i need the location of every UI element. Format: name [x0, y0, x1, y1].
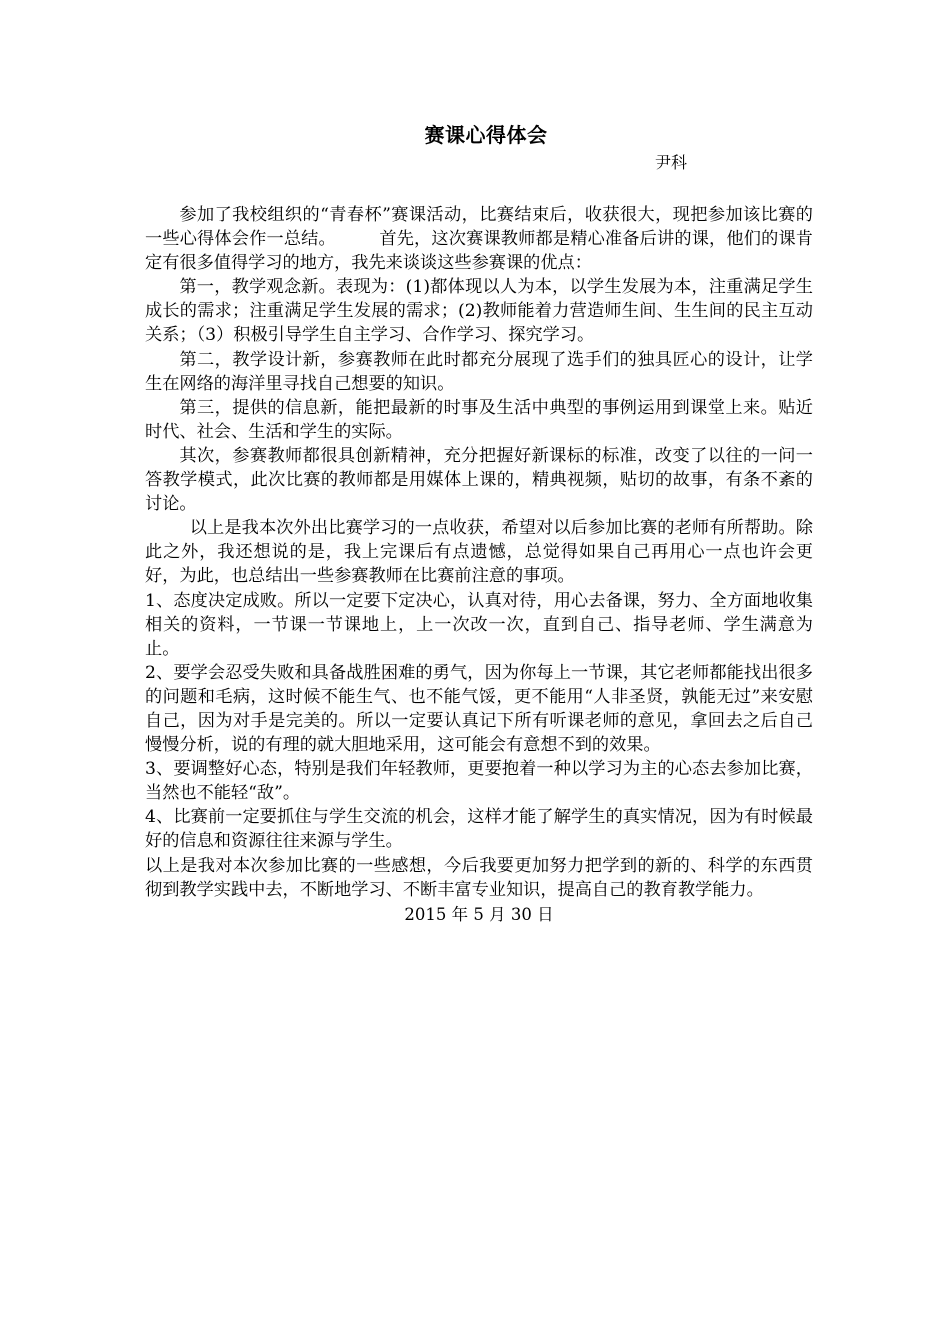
list-item-3: 3、要调整好心态，特别是我们年轻教师，更要抱着一种以学习为主的心态去参加比赛，当然也不能轻“敌”。: [145, 759, 813, 804]
paragraph-conclusion: 以上是我对本次参加比赛的一些感想，今后我要更加努力把学到的新的、科学的东西贯彻到教学实践中去，不断地学习、不断丰富专业知识，提高自己的教育教学能力。: [145, 855, 813, 900]
list-item-2: 2、要学会忍受失败和具备战胜困难的勇气，因为你每上一节课，其它老师都能找出很多的问题和毛病，这时候不能生气、也不能气馁，更不能用“人非圣贤，孰能无过”来安慰自己，因为对手是完美的。所以一定要认真记下所有听课老师的意见，拿回去之后自己慢慢分析，说的有理的就大胆地采用，这可能会有意想不到的效果。: [145, 662, 813, 756]
document-author: 尹科: [654, 153, 687, 172]
list-item-1: 1、态度决定成败。所以一定要下定决心，认真对待，用心去备课，努力、全方面地收集相关的资料，一节课一节课地上，上一次改一次，直到自己、指导老师、学生满意为止。: [145, 590, 813, 659]
paragraph-point-2: 第二，教学设计新，参赛教师在此时都充分展现了选手们的独具匠心的设计，让学生在网络的海洋里寻找自己想要的知识。: [145, 349, 813, 394]
paragraph-summary: 以上是我本次外出比赛学习的一点收获，希望对以后参加比赛的老师有所帮助。除此之外，我还想说的是，我上完课后有点遗憾，总觉得如果自己再用心一点也许会更好，为此，也总结出一些参赛教师在比赛前注意的事项。: [145, 518, 813, 587]
document-title: 赛课心得体会: [424, 123, 548, 147]
list-item-4: 4、比赛前一定要抓住与学生交流的机会，这样才能了解学生的真实情况，因为有时候最好的信息和资源往往来源与学生。: [145, 807, 813, 852]
paragraph-point-1: 第一，教学观念新。表现为：(1)都体现以人为本，以学生发展为本，注重满足学生成长的需求；注重满足学生发展的需求；(2)教师能着力营造师生间、生生间的民主互动关系；（3）积极引导学生自主学习、合作学习、探究学习。: [145, 277, 813, 346]
document-body: [145, 203, 813, 902]
document-page: [145, 118, 813, 928]
paragraph-point-3: 第三，提供的信息新，能把最新的时事及生活中典型的事例运用到课堂上来。贴近时代、社会、生活和学生的实际。: [145, 397, 813, 442]
document-date: 2015 年 5 月 30 日: [404, 904, 554, 924]
paragraph-intro: 参加了我校组织的“青春杯”赛课活动，比赛结束后，收获很大，现把参加该比赛的一些心得体会作一总结。 首先，这次赛课教师都是精心准备后讲的课，他们的课肯定有很多值得学习的地方，我先来谈谈这些参赛课的优点：: [145, 205, 813, 274]
paragraph-innovation: 其次，参赛教师都很具创新精神，充分把握好新课标的标准，改变了以往的一问一答教学模式，此次比赛的教师都是用媒体上课的，精典视频，贴切的故事，有条不紊的讨论。: [145, 445, 813, 515]
